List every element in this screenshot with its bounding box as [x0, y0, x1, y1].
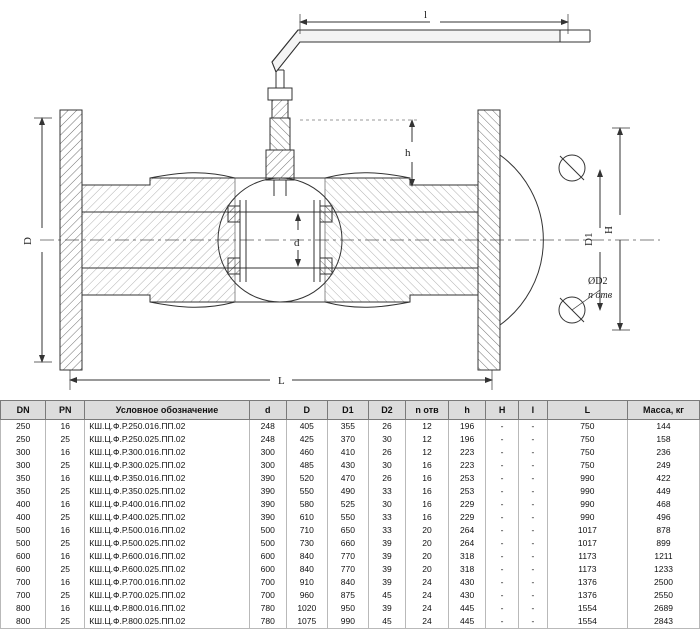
table-cell: 16 — [46, 446, 85, 459]
table-cell: 390 — [249, 472, 286, 485]
table-cell: 750 — [547, 420, 627, 434]
table-cell: 780 — [249, 602, 286, 615]
table-cell: 250 — [1, 433, 46, 446]
table-cell: 39 — [368, 550, 405, 563]
dim-label-d: d — [294, 237, 300, 249]
table-row — [1, 550, 700, 563]
table-cell: 264 — [449, 537, 486, 550]
table-row — [1, 446, 700, 459]
table-cell: 2689 — [627, 602, 699, 615]
table-cell: 300 — [1, 459, 46, 472]
table-cell: 600 — [249, 563, 286, 576]
table-cell: 800 — [1, 615, 46, 629]
table-cell: 229 — [449, 498, 486, 511]
table-cell: 1017 — [547, 537, 627, 550]
table-cell: 1233 — [627, 563, 699, 576]
table-cell: 26 — [368, 420, 405, 434]
table-cell: 600 — [249, 550, 286, 563]
table-cell: 390 — [249, 485, 286, 498]
table-cell: 350 — [1, 472, 46, 485]
table-cell: 30 — [368, 498, 405, 511]
table-cell: 300 — [1, 446, 46, 459]
table-cell: КШ.Ц.Ф.Р.600.016.ПП.02 — [85, 550, 249, 563]
table-cell: - — [486, 602, 519, 615]
table-cell: - — [519, 602, 548, 615]
table-cell: 223 — [449, 459, 486, 472]
col-header-n-otv: n отв — [405, 401, 448, 420]
table-cell: 990 — [547, 498, 627, 511]
table-cell: - — [486, 485, 519, 498]
table-cell: 990 — [327, 615, 368, 629]
table-cell: 710 — [286, 524, 327, 537]
table-cell: 910 — [286, 576, 327, 589]
table-cell: 422 — [627, 472, 699, 485]
table-cell: 770 — [327, 550, 368, 563]
table-cell: - — [486, 563, 519, 576]
table-cell: 16 — [46, 550, 85, 563]
table-cell: КШ.Ц.Ф.Р.300.025.ПП.02 — [85, 459, 249, 472]
col-header-mass: Масса, кг — [627, 401, 699, 420]
table-cell: 400 — [1, 511, 46, 524]
table-cell: 650 — [327, 524, 368, 537]
table-cell: 1017 — [547, 524, 627, 537]
table-cell: 468 — [627, 498, 699, 511]
table-cell: 355 — [327, 420, 368, 434]
table-cell: - — [519, 576, 548, 589]
table-cell: - — [486, 511, 519, 524]
table-cell: - — [519, 498, 548, 511]
table-cell: 449 — [627, 485, 699, 498]
table-cell: 490 — [327, 485, 368, 498]
table-row — [1, 420, 700, 434]
col-header-h: h — [449, 401, 486, 420]
table-cell: 875 — [327, 589, 368, 602]
table-cell: 660 — [327, 537, 368, 550]
table-cell: 430 — [449, 589, 486, 602]
table-cell: 500 — [249, 524, 286, 537]
table-cell: 445 — [449, 615, 486, 629]
table-cell: 25 — [46, 459, 85, 472]
dim-label-hole-count: n отв — [588, 290, 613, 301]
table-cell: 25 — [46, 511, 85, 524]
table-cell: - — [486, 446, 519, 459]
table-cell: 730 — [286, 537, 327, 550]
table-cell: 1554 — [547, 615, 627, 629]
table-cell: 39 — [368, 537, 405, 550]
table-cell: 525 — [327, 498, 368, 511]
table-cell: КШ.Ц.Ф.Р.500.016.ПП.02 — [85, 524, 249, 537]
dim-label-L: L — [278, 375, 285, 387]
col-header-D: D — [286, 401, 327, 420]
table-cell: 318 — [449, 563, 486, 576]
table-cell: 500 — [1, 524, 46, 537]
table-cell: КШ.Ц.Ф.Р.400.016.ПП.02 — [85, 498, 249, 511]
table-cell: 16 — [405, 485, 448, 498]
table-cell: 250 — [1, 420, 46, 434]
col-header-L: L — [547, 401, 627, 420]
table-cell: 840 — [286, 550, 327, 563]
table-cell: 550 — [286, 485, 327, 498]
table-cell: - — [486, 498, 519, 511]
col-header-D1: D1 — [327, 401, 368, 420]
table-cell: - — [486, 524, 519, 537]
table-cell: 470 — [327, 472, 368, 485]
col-header-pn: PN — [46, 401, 85, 420]
table-cell: 878 — [627, 524, 699, 537]
table-cell: - — [486, 472, 519, 485]
table-cell: КШ.Ц.Ф.Р.600.025.ПП.02 — [85, 563, 249, 576]
table-cell: 300 — [249, 446, 286, 459]
table-cell: 1020 — [286, 602, 327, 615]
table-cell: 24 — [405, 602, 448, 615]
table-cell: 2843 — [627, 615, 699, 629]
table-cell: 580 — [286, 498, 327, 511]
table-row — [1, 576, 700, 589]
table-cell: 30 — [368, 459, 405, 472]
table-cell: 990 — [547, 511, 627, 524]
table-cell: - — [519, 472, 548, 485]
col-header-designation: Условное обозначение — [85, 401, 249, 420]
table-cell: - — [519, 459, 548, 472]
table-row — [1, 498, 700, 511]
table-cell: 800 — [1, 602, 46, 615]
table-cell: 248 — [249, 420, 286, 434]
table-cell: 16 — [405, 472, 448, 485]
table-cell: 39 — [368, 576, 405, 589]
table-cell: - — [486, 420, 519, 434]
table-cell: 264 — [449, 524, 486, 537]
table-cell: 750 — [547, 433, 627, 446]
table-cell: - — [519, 420, 548, 434]
dim-label-D: D — [22, 237, 34, 245]
table-cell: 990 — [547, 485, 627, 498]
table-cell: 610 — [286, 511, 327, 524]
table-cell: 236 — [627, 446, 699, 459]
table-cell: 960 — [286, 589, 327, 602]
specification-table — [0, 400, 700, 629]
table-row — [1, 602, 700, 615]
table-cell: 33 — [368, 524, 405, 537]
table-cell: 485 — [286, 459, 327, 472]
col-header-l: l — [519, 401, 548, 420]
table-cell: 390 — [249, 511, 286, 524]
table-row — [1, 615, 700, 629]
table-cell: 840 — [286, 563, 327, 576]
dim-label-h: h — [405, 147, 411, 159]
table-cell: КШ.Ц.Ф.Р.800.025.ПП.02 — [85, 615, 249, 629]
table-cell: КШ.Ц.Ф.Р.350.025.ПП.02 — [85, 485, 249, 498]
table-cell: 16 — [46, 602, 85, 615]
table-cell: 16 — [405, 459, 448, 472]
table-cell: 600 — [1, 563, 46, 576]
table-cell: 370 — [327, 433, 368, 446]
table-cell: 1376 — [547, 589, 627, 602]
table-cell: 20 — [405, 537, 448, 550]
table-cell: - — [519, 524, 548, 537]
table-cell: 33 — [368, 511, 405, 524]
table-cell: КШ.Ц.Ф.Р.400.025.ПП.02 — [85, 511, 249, 524]
table-body — [1, 420, 700, 629]
table-cell: 500 — [1, 537, 46, 550]
table-cell: 350 — [1, 485, 46, 498]
table-cell: 780 — [249, 615, 286, 629]
table-row — [1, 524, 700, 537]
table-cell: - — [486, 589, 519, 602]
table-cell: 2500 — [627, 576, 699, 589]
table-cell: 196 — [449, 433, 486, 446]
table-cell: 990 — [547, 472, 627, 485]
table-cell: 20 — [405, 550, 448, 563]
table-cell: КШ.Ц.Ф.Р.300.016.ПП.02 — [85, 446, 249, 459]
table-row — [1, 485, 700, 498]
table-cell: 39 — [368, 563, 405, 576]
table-cell: 460 — [286, 446, 327, 459]
table-cell: 16 — [405, 498, 448, 511]
table-cell: - — [486, 433, 519, 446]
table-cell: 223 — [449, 446, 486, 459]
table-cell: 520 — [286, 472, 327, 485]
col-header-H: H — [486, 401, 519, 420]
table-cell: КШ.Ц.Ф.Р.350.016.ПП.02 — [85, 472, 249, 485]
table-cell: 16 — [46, 498, 85, 511]
table-cell: 30 — [368, 433, 405, 446]
table-cell: - — [519, 589, 548, 602]
table-cell: - — [486, 459, 519, 472]
table-cell: 39 — [368, 602, 405, 615]
table-cell: 16 — [46, 420, 85, 434]
table-cell: 950 — [327, 602, 368, 615]
table-cell: 496 — [627, 511, 699, 524]
table-cell: - — [486, 537, 519, 550]
col-header-d: d — [249, 401, 286, 420]
table-cell: 229 — [449, 511, 486, 524]
table-cell: - — [519, 511, 548, 524]
table-cell: 25 — [46, 537, 85, 550]
table-cell: 700 — [1, 589, 46, 602]
table-cell: - — [519, 615, 548, 629]
table-cell: 750 — [547, 446, 627, 459]
table-cell: 248 — [249, 433, 286, 446]
table-row — [1, 511, 700, 524]
table-cell: - — [519, 433, 548, 446]
table-cell: - — [519, 485, 548, 498]
table-cell: 1173 — [547, 550, 627, 563]
table-cell: - — [486, 576, 519, 589]
table-cell: 1376 — [547, 576, 627, 589]
table-cell: 45 — [368, 615, 405, 629]
table-cell: 430 — [327, 459, 368, 472]
table-cell: - — [519, 537, 548, 550]
table-cell: - — [519, 563, 548, 576]
table-cell: 16 — [46, 472, 85, 485]
table-cell: 26 — [368, 472, 405, 485]
table-cell: 25 — [46, 485, 85, 498]
table-cell: - — [519, 550, 548, 563]
table-cell: 300 — [249, 459, 286, 472]
table-cell: 253 — [449, 472, 486, 485]
table-cell: 1211 — [627, 550, 699, 563]
table-cell: 253 — [449, 485, 486, 498]
table-cell: 33 — [368, 485, 405, 498]
table-cell: 2550 — [627, 589, 699, 602]
col-header-D2: D2 — [368, 401, 405, 420]
table-cell: 12 — [405, 420, 448, 434]
table-cell: КШ.Ц.Ф.Р.250.016.ПП.02 — [85, 420, 249, 434]
table-cell: 425 — [286, 433, 327, 446]
table-row — [1, 433, 700, 446]
table-cell: 25 — [46, 589, 85, 602]
table-cell: 20 — [405, 524, 448, 537]
table-cell: 196 — [449, 420, 486, 434]
col-header-dn: DN — [1, 401, 46, 420]
table-cell: 16 — [46, 576, 85, 589]
table-row — [1, 472, 700, 485]
table-cell: 840 — [327, 576, 368, 589]
table-cell: 45 — [368, 589, 405, 602]
table-cell: 25 — [46, 563, 85, 576]
valve-dimensions-table — [0, 400, 700, 629]
table-cell: 600 — [1, 550, 46, 563]
table-cell: КШ.Ц.Ф.Р.250.025.ПП.02 — [85, 433, 249, 446]
table-cell: 410 — [327, 446, 368, 459]
dim-label-hole-diameter: ØD2 — [588, 276, 608, 287]
table-cell: 700 — [1, 576, 46, 589]
table-cell: 158 — [627, 433, 699, 446]
dim-label-D1: D1 — [583, 232, 595, 246]
table-cell: КШ.Ц.Ф.Р.800.016.ПП.02 — [85, 602, 249, 615]
table-row — [1, 589, 700, 602]
dim-label-H: H — [603, 226, 615, 234]
table-cell: 550 — [327, 511, 368, 524]
table-cell: 249 — [627, 459, 699, 472]
table-cell: 1075 — [286, 615, 327, 629]
table-cell: 24 — [405, 615, 448, 629]
table-cell: 24 — [405, 576, 448, 589]
table-cell: 700 — [249, 589, 286, 602]
table-cell: 16 — [46, 524, 85, 537]
table-cell: 20 — [405, 563, 448, 576]
table-cell: - — [486, 615, 519, 629]
table-cell: 445 — [449, 602, 486, 615]
table-cell: 318 — [449, 550, 486, 563]
table-cell: 25 — [46, 615, 85, 629]
table-row — [1, 537, 700, 550]
table-row — [1, 459, 700, 472]
table-cell: 899 — [627, 537, 699, 550]
table-cell: 12 — [405, 446, 448, 459]
table-cell: 12 — [405, 433, 448, 446]
table-cell: 26 — [368, 446, 405, 459]
table-row — [1, 563, 700, 576]
table-cell: 770 — [327, 563, 368, 576]
table-cell: 1554 — [547, 602, 627, 615]
table-cell: 25 — [46, 433, 85, 446]
table-cell: КШ.Ц.Ф.Р.500.025.ПП.02 — [85, 537, 249, 550]
table-cell: 1173 — [547, 563, 627, 576]
table-header-row — [1, 401, 700, 420]
table-cell: 24 — [405, 589, 448, 602]
table-cell: 405 — [286, 420, 327, 434]
table-cell: 500 — [249, 537, 286, 550]
table-cell: 390 — [249, 498, 286, 511]
table-cell: 700 — [249, 576, 286, 589]
table-cell: КШ.Ц.Ф.Р.700.016.ПП.02 — [85, 576, 249, 589]
table-cell: - — [519, 446, 548, 459]
table-cell: 750 — [547, 459, 627, 472]
table-cell: КШ.Ц.Ф.Р.700.025.ПП.02 — [85, 589, 249, 602]
table-cell: 144 — [627, 420, 699, 434]
table-cell: 430 — [449, 576, 486, 589]
table-cell: 16 — [405, 511, 448, 524]
table-cell: - — [486, 550, 519, 563]
table-cell: 400 — [1, 498, 46, 511]
dim-label-l: l — [424, 9, 428, 21]
